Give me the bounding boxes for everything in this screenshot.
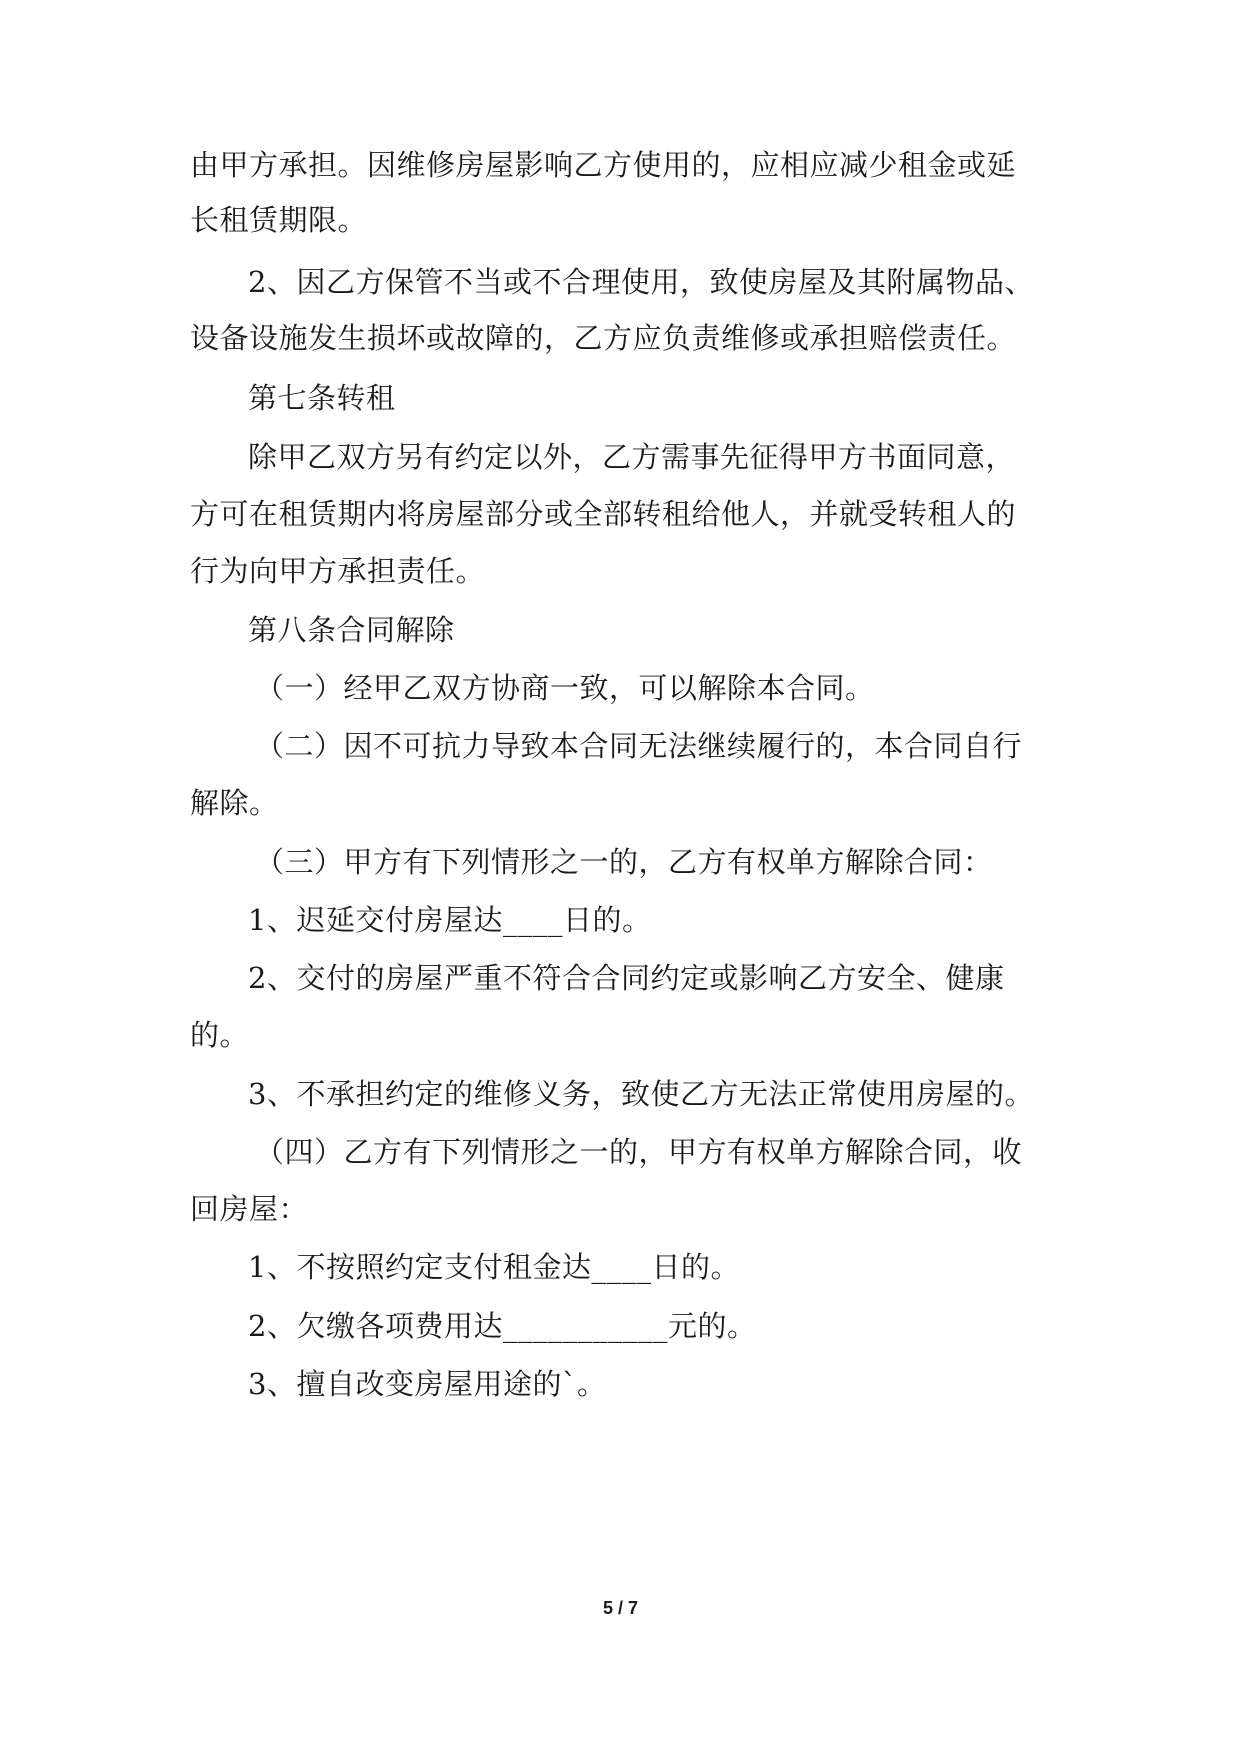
section-heading-termination: 第八条合同解除 <box>248 613 455 647</box>
text-line-4: 设备设施发生损坏或故障的，乙方应负责维修或承担赔偿责任。 <box>190 321 1017 355</box>
text-line-17: 3、不承担约定的维修义务，致使乙方无法正常使用房屋的。 <box>248 1077 1034 1111</box>
text-line-3: 2、因乙方保管不当或不合理使用，致使房屋及其附属物品、 <box>248 265 1034 299</box>
text-line-15: 2、交付的房屋严重不符合合同约定或影响乙方安全、健康 <box>248 961 1005 995</box>
text-line-6: 除甲乙双方另有约定以外，乙方需事先征得甲方书面同意， <box>248 440 1016 474</box>
text-line-22: 3、擅自改变房屋用途的`。 <box>248 1367 607 1401</box>
text-line-14: 1、迟延交付房屋达____日的。 <box>248 903 652 937</box>
text-line-18: （四）乙方有下列情形之一的，甲方有权单方解除合同，收 <box>255 1135 1023 1169</box>
text-line-16: 的。 <box>190 1018 250 1052</box>
text-line-1: 由甲方承担。因维修房屋影响乙方使用的，应相应减少租金或延 <box>190 148 1017 182</box>
text-line-19: 回房屋： <box>190 1192 309 1226</box>
page-number: 5 / 7 <box>602 1598 639 1618</box>
text-line-7: 方可在租赁期内将房屋部分或全部转租给他人，并就受转租人的 <box>190 497 1017 531</box>
text-line-13: （三）甲方有下列情形之一的，乙方有权单方解除合同： <box>255 845 993 879</box>
section-heading-sublease: 第七条转租 <box>248 381 396 415</box>
text-line-10: （一）经甲乙双方协商一致，可以解除本合同。 <box>255 671 875 705</box>
text-line-8: 行为向甲方承担责任。 <box>190 554 486 588</box>
text-line-12: 解除。 <box>190 786 279 820</box>
text-line-21: 2、欠缴各项费用达___________元的。 <box>248 1309 757 1343</box>
text-line-11: （二）因不可抗力导致本合同无法继续履行的，本合同自行 <box>255 729 1023 763</box>
text-line-2: 长租赁期限。 <box>190 203 368 237</box>
text-line-20: 1、不按照约定支付租金达____日的。 <box>248 1250 740 1284</box>
